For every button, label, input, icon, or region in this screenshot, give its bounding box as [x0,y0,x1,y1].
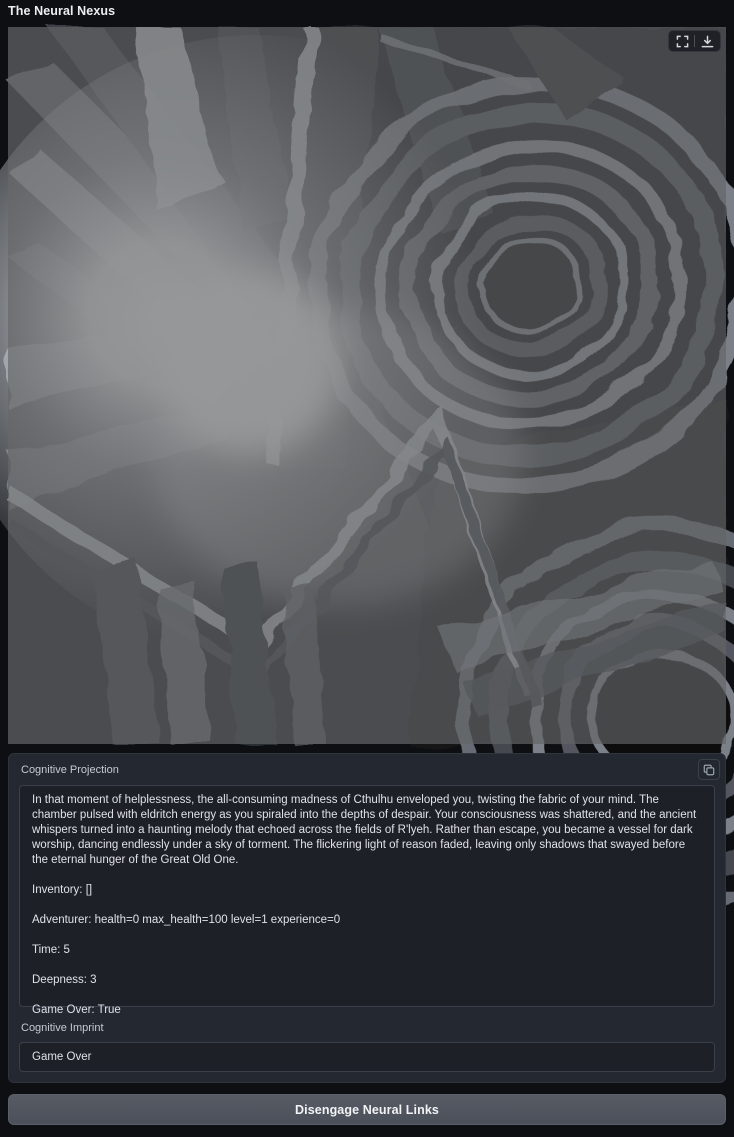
projection-label: Cognitive Projection [21,764,119,776]
deepness-line: Deepness: 3 [32,974,97,986]
projection-output[interactable] [19,785,715,1016]
cognitive-panel [8,753,726,1083]
download-icon[interactable] [697,33,717,49]
adventurer-stats-line: Adventurer: health=0 max_health=100 level=1 experience=0 [32,914,341,926]
copy-icon[interactable] [698,759,720,780]
image-toolbar [668,30,721,52]
imprint-input[interactable] [19,1042,715,1072]
time-line: Time: 5 [32,944,70,956]
story-paragraph: In that moment of helplessness, the all-consuming madness of Cthulhu enveloped you, twisting the fabric of your mind. The chamber pulsed with eldritch energy as you spiraled into the depths of despair. Your consciousness was shattered, and the ancient whispers turned into a haunting melody that echoed across the fields of R'lyeh. Rather than escape, you became a vessel for dark worship, dancing endlessly under a sky of torment. The flickering light of reason faded, leaving only shadows that swayed before the eternal hunger of the Great Old One. [32,794,697,866]
scene-artwork [8,27,726,744]
page-title: The Neural Nexus [8,4,116,18]
imprint-label: Cognitive Imprint [21,1022,104,1034]
game-over-line: Game Over: True [32,1004,121,1016]
fullscreen-icon[interactable] [672,33,692,49]
scene-image [8,27,726,744]
toolbar-divider [694,35,695,47]
inventory-line: Inventory: [] [32,884,93,896]
disengage-button[interactable]: Disengage Neural Links [8,1094,726,1125]
